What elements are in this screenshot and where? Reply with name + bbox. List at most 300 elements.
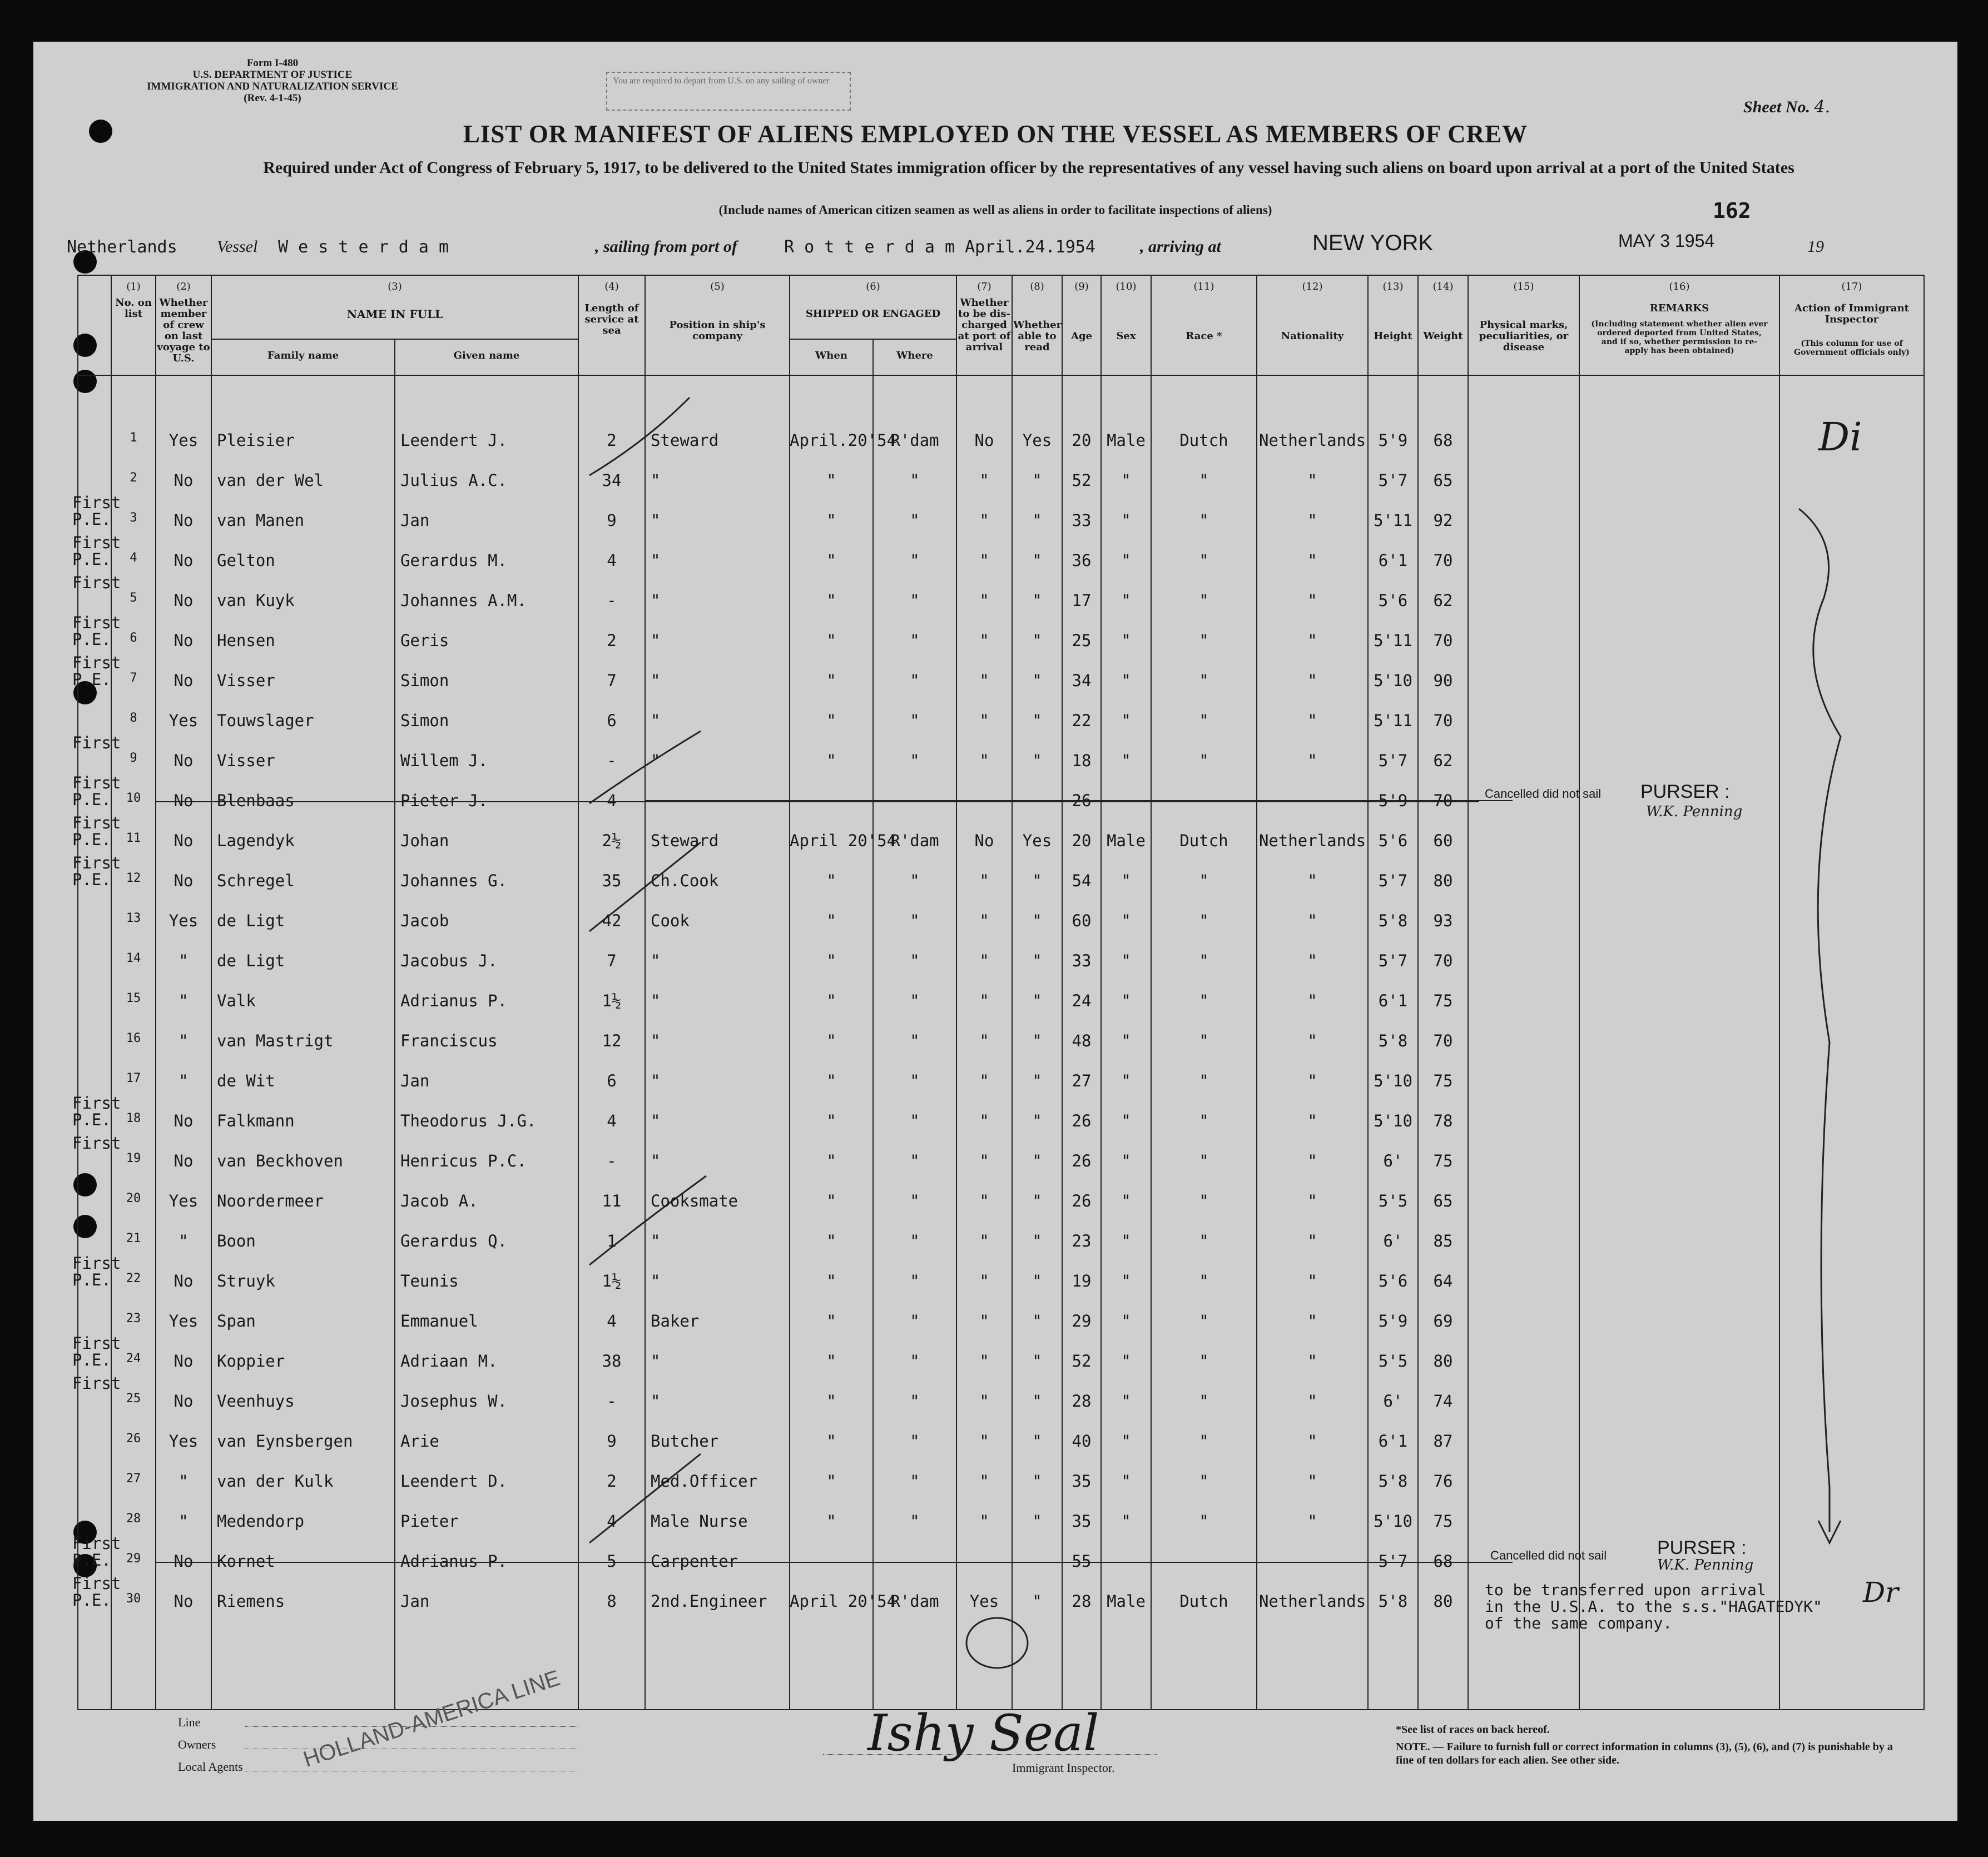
shipped-when: " <box>826 1272 836 1290</box>
given-name: Pieter <box>400 1512 459 1531</box>
sex: " <box>1121 551 1131 570</box>
shipped-where: " <box>910 1312 920 1330</box>
position: " <box>651 711 661 730</box>
able-to-read: " <box>1032 1272 1042 1290</box>
shipped-where: " <box>910 1151 920 1170</box>
able-to-read: " <box>1032 1512 1042 1531</box>
row-number: 6 <box>130 631 137 645</box>
strike-through-line <box>156 801 1479 802</box>
discharged-at-arrival: " <box>979 911 989 930</box>
header-weight: Weight <box>1423 330 1463 342</box>
given-name: Adrianus P. <box>400 991 508 1010</box>
length-of-service: 2 <box>607 1472 617 1491</box>
given-name: Adrianus P. <box>400 1552 508 1571</box>
shipped-when: " <box>826 1071 836 1090</box>
length-of-service: 1½ <box>602 991 622 1010</box>
shipped-where: " <box>910 551 920 570</box>
discharged-at-arrival: " <box>979 471 989 490</box>
length-of-service: 8 <box>607 1592 617 1611</box>
position: Baker <box>651 1312 700 1330</box>
position: " <box>651 1392 661 1411</box>
header-num: (8) <box>1030 281 1044 292</box>
transfer-line: of the same company. <box>1485 1614 1673 1632</box>
page-number: 162 <box>1713 198 1751 223</box>
family-name: Blenbaas <box>217 791 295 810</box>
able-to-read: " <box>1032 631 1042 650</box>
family-name: Koppier <box>217 1352 285 1371</box>
header-num: (16) <box>1669 281 1690 292</box>
length-of-service: 6 <box>607 711 617 730</box>
weight: 74 <box>1433 1392 1453 1411</box>
crew-last-voyage: No <box>173 1552 194 1571</box>
family-name: van der Kulk <box>217 1472 334 1491</box>
first-pe-note: First P.E. <box>72 653 121 689</box>
first-pe-note: First P.E. <box>72 533 121 569</box>
family-name: van Kuyk <box>217 591 295 610</box>
race: " <box>1199 911 1209 930</box>
family-name: van Mastrigt <box>217 1031 334 1050</box>
age: 26 <box>1072 1191 1092 1210</box>
able-to-read: " <box>1032 1592 1042 1611</box>
sex: " <box>1121 471 1131 490</box>
race: " <box>1199 671 1209 690</box>
age: 52 <box>1072 471 1092 490</box>
header-inspector-action: Action of Immigrant Inspector <box>1794 302 1909 325</box>
shipped-where: R'dam <box>890 1592 939 1611</box>
discharged-at-arrival: " <box>979 991 989 1010</box>
header-num: (5) <box>710 281 725 292</box>
header-physical-marks: Physical marks, peculiarities, or disease <box>1479 319 1569 353</box>
family-name: Span <box>217 1312 256 1330</box>
height: 6' <box>1383 1232 1403 1250</box>
arriving-label: , arriving at <box>1140 237 1221 256</box>
nationality: " <box>1307 631 1317 650</box>
given-name: Jan <box>400 511 430 530</box>
given-name: Johannes A.M. <box>400 591 527 610</box>
header-position: Position in ship's company <box>669 319 766 342</box>
sex: " <box>1121 1392 1131 1411</box>
race: " <box>1199 951 1209 970</box>
race: " <box>1199 1191 1209 1210</box>
vessel-flag: Netherlands <box>67 237 177 257</box>
discharged-at-arrival: " <box>979 1232 989 1250</box>
height: 6'1 <box>1378 991 1408 1010</box>
crew-last-voyage: No <box>173 1352 194 1371</box>
given-name: Johan <box>400 831 449 850</box>
weight: 70 <box>1433 551 1453 570</box>
shipped-where: " <box>910 1432 920 1451</box>
able-to-read: " <box>1032 591 1042 610</box>
first-pe-note: First P.E. <box>72 493 121 529</box>
shipped-where: R'dam <box>890 831 939 850</box>
length-of-service: 2 <box>607 431 617 450</box>
owners-label: Owners <box>178 1737 216 1751</box>
able-to-read: " <box>1032 1111 1042 1130</box>
penalty-note: NOTE. — Failure to furnish full or correct information in columns (3), (5), (6), and (7) is punishable by a fine of ten dollars for each alien. See other side. <box>1396 1741 1893 1766</box>
shipped-where: " <box>910 1191 920 1210</box>
shipped-where: " <box>910 751 920 770</box>
crew-last-voyage: No <box>173 1272 194 1290</box>
age: 55 <box>1072 1552 1092 1571</box>
shipped-where: " <box>910 1031 920 1050</box>
crew-last-voyage: " <box>179 1512 189 1531</box>
crew-last-voyage: " <box>179 951 189 970</box>
age: 35 <box>1072 1472 1092 1491</box>
height: 6' <box>1383 1392 1403 1411</box>
weight: 70 <box>1433 711 1453 730</box>
header-num: (17) <box>1841 281 1862 292</box>
shipped-where: " <box>910 1071 920 1090</box>
nationality: " <box>1307 1312 1317 1330</box>
form-revision: (Rev. 4-1-45) <box>244 92 301 104</box>
weight: 65 <box>1433 471 1453 490</box>
cancelled-note: Cancelled did not sail <box>1490 1548 1607 1562</box>
header-sex: Sex <box>1116 330 1136 342</box>
row-number: 4 <box>130 551 137 565</box>
weight: 60 <box>1433 831 1453 850</box>
position: " <box>651 1111 661 1130</box>
age: 35 <box>1072 1512 1092 1531</box>
height: 5'6 <box>1378 831 1408 850</box>
discharged-at-arrival: " <box>979 1312 989 1330</box>
race: " <box>1199 1111 1209 1130</box>
length-of-service: 5 <box>607 1552 617 1571</box>
position: " <box>651 751 661 770</box>
length-of-service: 2½ <box>602 831 622 850</box>
family-name: Gelton <box>217 551 275 570</box>
position: " <box>651 1071 661 1090</box>
crew-last-voyage: No <box>173 751 194 770</box>
crew-last-voyage: Yes <box>168 1191 199 1210</box>
able-to-read: " <box>1032 1472 1042 1491</box>
row-number: 17 <box>126 1071 141 1085</box>
shipped-when: " <box>826 551 836 570</box>
row-number: 29 <box>126 1552 141 1566</box>
sex: Male <box>1107 831 1146 850</box>
position: Cook <box>651 911 690 930</box>
given-name: Jacob A. <box>400 1191 478 1210</box>
able-to-read: " <box>1032 551 1042 570</box>
shipped-when: " <box>826 1472 836 1491</box>
weight: 65 <box>1433 1191 1453 1210</box>
shipped-where: " <box>910 631 920 650</box>
header-discharged: Whether to be dis-charged at port of arrival <box>958 297 1011 353</box>
family-name: Visser <box>217 751 275 770</box>
header-num: (11) <box>1193 281 1214 292</box>
position: " <box>651 1352 661 1371</box>
given-name: Gerardus Q. <box>400 1232 508 1250</box>
shipped-when: April 20'54 <box>790 1592 897 1611</box>
age: 20 <box>1072 431 1092 450</box>
given-name: Henricus P.C. <box>400 1151 527 1170</box>
shipped-when: " <box>826 1191 836 1210</box>
length-of-service: 35 <box>602 871 622 890</box>
sailing-label: , sailing from port of <box>595 237 737 256</box>
form-service: IMMIGRATION AND NATURALIZATION SERVICE <box>147 81 398 92</box>
shipped-where: " <box>910 471 920 490</box>
row-number: 22 <box>126 1272 141 1285</box>
nationality: " <box>1307 1111 1317 1130</box>
header-num: (3) <box>388 281 402 292</box>
line-label: Line <box>178 1715 201 1729</box>
sex: " <box>1121 1512 1131 1531</box>
manifest-sheet <box>33 42 1957 1821</box>
immigrant-inspector-label: Immigrant Inspector. <box>1012 1761 1115 1775</box>
discharged-at-arrival: " <box>979 1392 989 1411</box>
shipped-when: " <box>826 911 836 930</box>
weight: 76 <box>1433 1472 1453 1491</box>
crew-last-voyage: " <box>179 1232 189 1250</box>
given-name: Gerardus M. <box>400 551 508 570</box>
able-to-read: " <box>1032 1151 1042 1170</box>
transfer-remark <box>1485 1582 1822 1632</box>
nationality: " <box>1307 1232 1317 1250</box>
height: 5'7 <box>1378 951 1408 970</box>
age: 60 <box>1072 911 1092 930</box>
discharged-at-arrival: " <box>979 551 989 570</box>
race: Dutch <box>1179 431 1228 450</box>
given-name: Jan <box>400 1071 430 1090</box>
row-number: 5 <box>130 591 137 605</box>
age: 26 <box>1072 791 1092 810</box>
races-note: *See list of races on back hereof. <box>1396 1724 1550 1736</box>
able-to-read: " <box>1032 511 1042 530</box>
shipped-when: " <box>826 1151 836 1170</box>
given-name: Pieter J. <box>400 791 488 810</box>
shipped-when: " <box>826 1392 836 1411</box>
header-crew-last-voyage: Whether member of crew on last voyage to U.S. <box>157 297 210 364</box>
nationality: " <box>1307 1071 1317 1090</box>
family-name: de Wit <box>217 1071 275 1090</box>
discharged-at-arrival: " <box>979 511 989 530</box>
height: 6' <box>1383 1151 1403 1170</box>
able-to-read: " <box>1032 1392 1042 1411</box>
given-name: Arie <box>400 1432 439 1451</box>
family-name: de Ligt <box>217 911 285 930</box>
crew-last-voyage: No <box>173 831 194 850</box>
shipped-when: " <box>826 1232 836 1250</box>
position: " <box>651 1232 661 1250</box>
strike-through-line <box>156 1562 1479 1563</box>
crew-last-voyage: No <box>173 551 194 570</box>
length-of-service: 12 <box>602 1031 622 1050</box>
shipped-when: " <box>826 1031 836 1050</box>
family-name: Boon <box>217 1232 256 1250</box>
crew-last-voyage: No <box>173 631 194 650</box>
sex: " <box>1121 951 1131 970</box>
age: 36 <box>1072 551 1092 570</box>
family-name: van Beckhoven <box>217 1151 343 1170</box>
length-of-service: 7 <box>607 951 617 970</box>
purser-label: PURSER : <box>1657 1537 1747 1558</box>
given-name: Simon <box>400 711 449 730</box>
weight: 68 <box>1433 431 1453 450</box>
inspector-signature: Ishy Seal <box>867 1704 1099 1762</box>
able-to-read: " <box>1032 1191 1042 1210</box>
row-number: 28 <box>126 1512 141 1526</box>
header-remarks-sub: (Including statement whether alien ever ordered deported from United States, and if so, whether permission to re-apply has been obtained) <box>1591 320 1768 355</box>
nationality: " <box>1307 1472 1317 1491</box>
length-of-service: 7 <box>607 671 617 690</box>
position: Carpenter <box>651 1552 738 1571</box>
position: " <box>651 1272 661 1290</box>
shipped-when: April 20'54 <box>790 831 897 850</box>
height: 5'11 <box>1374 511 1412 530</box>
able-to-read: " <box>1032 871 1042 890</box>
weight: 70 <box>1433 1031 1453 1050</box>
crew-last-voyage: No <box>173 791 194 810</box>
header-where: Where <box>896 350 933 361</box>
sex: " <box>1121 511 1131 530</box>
row-number: 12 <box>126 871 141 885</box>
shipped-where: " <box>910 911 920 930</box>
shipped-when: " <box>826 711 836 730</box>
length-of-service: 6 <box>607 1071 617 1090</box>
header-num: (1) <box>126 281 141 292</box>
nationality: Netherlands <box>1258 831 1366 850</box>
header-remarks: REMARKS <box>1649 302 1709 314</box>
shipped-when: " <box>826 871 836 890</box>
sex: " <box>1121 871 1131 890</box>
purser-label: PURSER : <box>1640 781 1730 802</box>
first-pe-note: First P.E. <box>72 1254 121 1289</box>
first-pe-note: First P.E. <box>72 853 121 889</box>
row-number: 26 <box>126 1432 141 1446</box>
sex: " <box>1121 1432 1131 1451</box>
able-to-read: " <box>1032 471 1042 490</box>
height: 6'1 <box>1378 551 1408 570</box>
age: 52 <box>1072 1352 1092 1371</box>
height: 5'10 <box>1374 671 1412 690</box>
nationality: " <box>1307 671 1317 690</box>
crew-last-voyage: Yes <box>168 911 199 930</box>
family-name: Visser <box>217 671 275 690</box>
height: 5'10 <box>1374 1111 1412 1130</box>
given-name: Jacob <box>400 911 449 930</box>
height: 5'8 <box>1378 911 1408 930</box>
nationality: " <box>1307 551 1317 570</box>
form-department: U.S. DEPARTMENT OF JUSTICE <box>192 69 353 81</box>
race: " <box>1199 511 1209 530</box>
header-num: (12) <box>1302 281 1323 292</box>
shipped-when: " <box>826 1352 836 1371</box>
shipped-where: " <box>910 511 920 530</box>
crew-last-voyage: " <box>179 991 189 1010</box>
shipped-where: " <box>910 871 920 890</box>
discharged-at-arrival: " <box>979 631 989 650</box>
nationality: " <box>1307 1432 1317 1451</box>
position: " <box>651 1151 661 1170</box>
shipped-when: " <box>826 671 836 690</box>
weight: 68 <box>1433 1552 1453 1571</box>
height: 5'10 <box>1374 1071 1412 1090</box>
inspector-mark: Di <box>1818 414 1862 460</box>
weight: 75 <box>1433 1512 1453 1531</box>
age: 33 <box>1072 511 1092 530</box>
family-name: Kornet <box>217 1552 275 1571</box>
given-name: Josephus W. <box>400 1392 508 1411</box>
family-name: Falkmann <box>217 1111 295 1130</box>
header-name-in-full: NAME IN FULL <box>346 307 443 321</box>
row-number: 1 <box>130 431 137 445</box>
able-to-read: " <box>1032 951 1042 970</box>
discharged-at-arrival: " <box>979 1071 989 1090</box>
weight: 78 <box>1433 1111 1453 1130</box>
weight: 80 <box>1433 1352 1453 1371</box>
race: " <box>1199 991 1209 1010</box>
weight: 75 <box>1433 1071 1453 1090</box>
shipped-when: " <box>826 591 836 610</box>
sex: " <box>1121 1031 1131 1050</box>
shipped-where: " <box>910 671 920 690</box>
row-number: 19 <box>126 1151 141 1165</box>
inspector-mark: Dr <box>1863 1576 1898 1608</box>
header-num: (9) <box>1074 281 1089 292</box>
row-number: 2 <box>130 471 137 485</box>
position: " <box>651 1031 661 1050</box>
race: " <box>1199 711 1209 730</box>
race: " <box>1199 751 1209 770</box>
nationality: " <box>1307 471 1317 490</box>
first-pe-note: First <box>72 1374 121 1393</box>
height: 5'8 <box>1378 1031 1408 1050</box>
sex: " <box>1121 1312 1131 1330</box>
form-number: Form I-480 <box>246 57 299 69</box>
weight: 70 <box>1433 631 1453 650</box>
header-num: (14) <box>1432 281 1454 292</box>
year-suffix: 19 <box>1807 237 1824 256</box>
discharged-at-arrival: Yes <box>969 1592 999 1611</box>
shipped-when: April.20'54 <box>790 431 897 450</box>
length-of-service: 34 <box>602 471 622 490</box>
shipped-where: " <box>910 951 920 970</box>
transfer-line: in the U.S.A. to the s.s."HAGATEDYK" <box>1485 1597 1822 1616</box>
cancelled-note: Cancelled did not sail <box>1485 787 1602 801</box>
header-family-name: Family name <box>267 350 339 361</box>
family-name: de Ligt <box>217 951 285 970</box>
sex: " <box>1121 751 1131 770</box>
family-name: Struyk <box>217 1272 275 1290</box>
vessel-label: Vessel <box>217 237 258 256</box>
race: " <box>1199 871 1209 890</box>
purser-signature: W.K. Penning <box>1646 803 1743 820</box>
height: 5'11 <box>1374 631 1412 650</box>
height: 5'9 <box>1378 1312 1408 1330</box>
age: 25 <box>1072 631 1092 650</box>
age: 28 <box>1072 1592 1092 1611</box>
row-number: 24 <box>126 1352 141 1366</box>
able-to-read: Yes <box>1022 431 1052 450</box>
race: " <box>1199 1472 1209 1491</box>
header-num: (15) <box>1513 281 1534 292</box>
age: 24 <box>1072 991 1092 1010</box>
first-pe-note: First P.E. <box>72 613 121 649</box>
height: 6'1 <box>1378 1432 1408 1451</box>
nationality: " <box>1307 591 1317 610</box>
able-to-read: " <box>1032 1312 1042 1330</box>
sex: " <box>1121 1472 1131 1491</box>
given-name: Julius A.C. <box>400 471 508 490</box>
position: " <box>651 511 661 530</box>
family-name: van Eynsbergen <box>217 1432 353 1451</box>
family-name: van der Wel <box>217 471 324 490</box>
first-pe-note: First <box>72 1134 121 1153</box>
crew-last-voyage: Yes <box>168 1432 199 1451</box>
age: 33 <box>1072 951 1092 970</box>
shipped-where: " <box>910 1352 920 1371</box>
header-num: (10) <box>1116 281 1137 292</box>
sheet-label: Sheet No. <box>1743 98 1810 116</box>
